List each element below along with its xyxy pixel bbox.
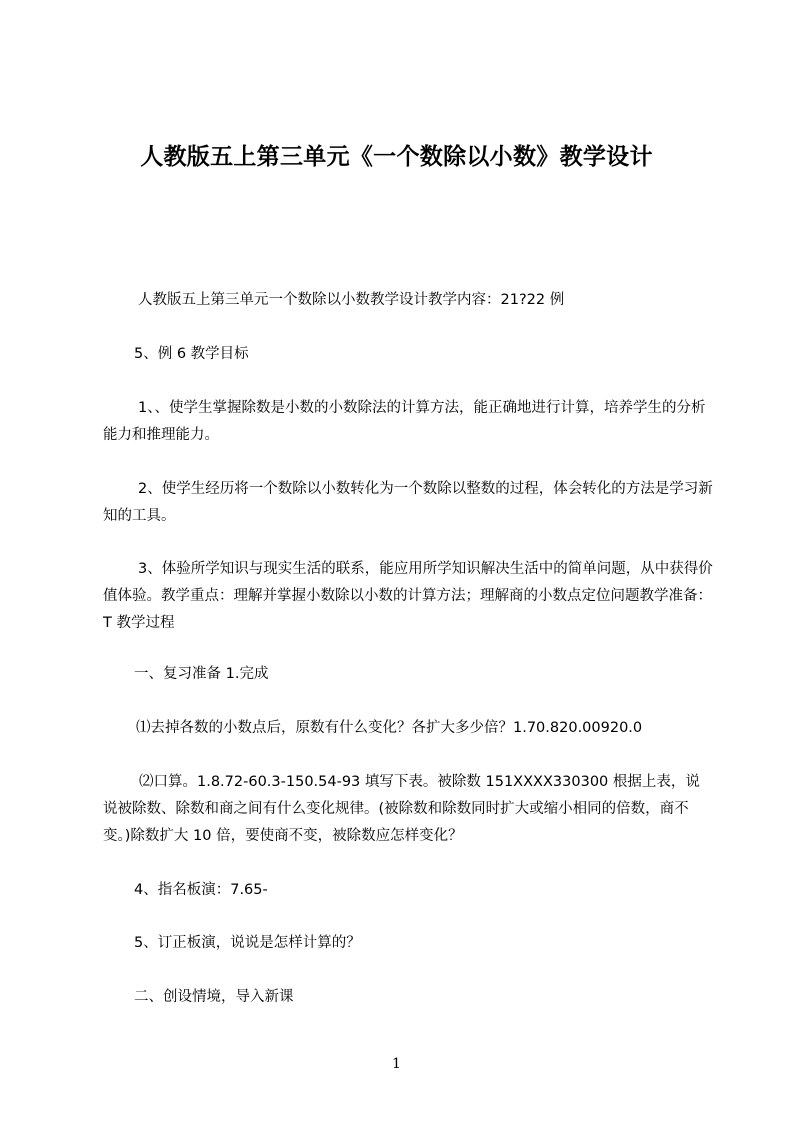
section-1-heading: 一、复习准备 1.完成 <box>134 666 269 682</box>
step-4-paragraph: 4、指名板演：7.65- <box>134 882 268 898</box>
goal-3-paragraph: 3、体验所学知识与现实生活的联系，能应用所学知识解决生活中的简单问题，从中获得价值体验。教学重点：理解并掌握小数除以小数的计算方法；理解商的小数点定位问题教学准备：T 教学过程 <box>103 561 713 631</box>
intro-paragraph: 人教版五上第三单元一个数除以小数教学设计教学内容：21?22 例 <box>138 292 565 308</box>
goal-1-paragraph: 1、、使学生掌握除数是小数的小数除法的计算方法，能正确地进行计算，培养学生的分析能力和推理能力。 <box>103 400 706 443</box>
page-number: 1 <box>392 1056 401 1072</box>
step-5-paragraph: 5、订正板演，说说是怎样计算的？ <box>134 935 361 951</box>
example-paragraph: 5、例 6 教学目标 <box>134 346 249 362</box>
goal-2-paragraph: 2、使学生经历将一个数除以小数转化为一个数除以整数的过程，体会转化的方法是学习新知的工具。 <box>103 481 713 524</box>
question-1-paragraph: ⑴去掉各数的小数点后，原数有什么变化？各扩大多少倍？1.70.820.00920.0 <box>136 720 643 736</box>
question-2-paragraph: ⑵口算。1.8.72-60.3-150.54-93 填写下表。被除数 151XXXX330300 根据上表，说说被除数、除数和商之间有什么变化规律。(被除数和除数同时扩大或缩小相同的倍数，商不变。)除数扩大 10 倍，要使商不变，被除数应怎样变化？ <box>103 774 700 844</box>
section-2-heading: 二、创设情境，导入新课 <box>134 989 294 1005</box>
document-title: 人教版五上第三单元《一个数除以小数》教学设计 <box>140 144 653 170</box>
